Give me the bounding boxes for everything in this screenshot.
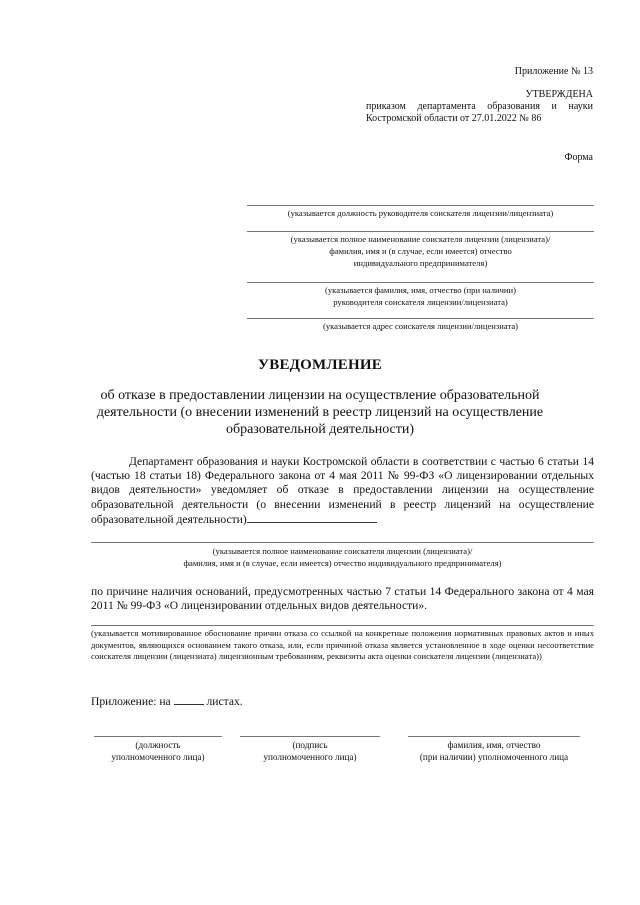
- head-hint-1: (указывается фамилия, имя, отчество (при наличии): [325, 285, 516, 295]
- name-hint-1: (указывается полное наименование соискателя лицензии (лицензиата)/: [290, 234, 551, 244]
- signature-sign-line: [240, 736, 380, 737]
- subject-line-3: образовательной деятельности): [225, 422, 415, 437]
- head-hint-2: руководителя соискателя лицензии/лицензиата): [333, 297, 508, 307]
- signature-name-line2: (при наличии) уполномоченного лица: [419, 752, 569, 762]
- signature-position-line2: уполномоченного лица): [111, 752, 205, 762]
- signature-position-line: [94, 736, 222, 737]
- position-hint: (указывается должность руководителя соискателя лицензии/лицензиата): [287, 208, 554, 218]
- notice-title: УВЕДОМЛЕНИЕ: [258, 357, 382, 373]
- name-hint-2: фамилия, имя и (в случае, если имеется) отчество: [329, 246, 512, 256]
- signature-sign-caption: [240, 739, 380, 763]
- attachment-sheets-field: [174, 694, 204, 705]
- basis-field-line: [91, 625, 594, 626]
- subject-line-1: об отказе в предоставлении лицензии на осуществление образовательной: [100, 388, 540, 403]
- applicant-field-line: [91, 542, 594, 543]
- subject-line-2: деятельности (о внесении изменений в реестр лицензий на осуществление: [96, 405, 544, 420]
- name-hint-3: индивидуального предпринимателя): [353, 258, 488, 268]
- applicant-hint-1: (указывается полное наименование соискателя лицензии (лицензиата)/: [212, 546, 473, 556]
- signature-name-line: [408, 736, 580, 737]
- address-hint: (указывается адрес соискателя лицензии/лицензиата): [322, 321, 519, 331]
- signature-sign-line1: (подпись: [292, 740, 328, 750]
- head-field-line: [247, 282, 594, 283]
- applicant-inline-field: [247, 512, 377, 523]
- address-field-line: [247, 318, 594, 319]
- order-line-2: Костромской области от 27.01.2022 № 86: [366, 113, 542, 124]
- attachment-suffix: листах.: [206, 695, 243, 708]
- signature-position-line1: (должность: [135, 740, 181, 750]
- notice-paragraph-1: [91, 455, 594, 527]
- name-field-line: [247, 231, 594, 232]
- attachment-prefix: Приложение: на: [91, 695, 171, 708]
- signature-position-caption: [94, 739, 222, 763]
- form-label: Форма: [564, 152, 593, 163]
- approved-label: УТВЕРЖДЕНА: [525, 89, 593, 100]
- signature-sign-line2: уполномоченного лица): [263, 752, 357, 762]
- applicant-hint-2: фамилия, имя и (в случае, если имеется) отчество индивидуального предпринимателя): [183, 558, 502, 568]
- attachment-line: [91, 694, 243, 708]
- paragraph-1-text: Департамент образования и науки Костромской области в соответствии с частью 6 статьи 14 (частью 18 статьи 18) Федерального закона от 4 мая 2011 № 99-ФЗ «О лицензировании отдельных видов деятельности» уведомляет об отказе в предоставлении лицензии на осуществление образовательной деятельности (о внесении изменений в реестр лицензий на осуществление образовательной деятельности): [91, 455, 594, 526]
- appendix-number: Приложение № 13: [514, 66, 593, 77]
- position-field-line: [247, 205, 594, 206]
- order-line-1: приказом департамента образования и науки: [366, 101, 593, 112]
- basis-hint: (указывается мотивированное обоснование причин отказа со ссылкой на конкретные положения нормативных правовых актов и иных документов, являющихся основанием такого отказа, или, если причиной отказа является установленное в ходе оценки несоответствие соискателя лицензии (лицензиата) лицензионным требованиям, реквизиты акта оценки соискателя лицензии (лицензиата)): [91, 628, 594, 662]
- signature-name-caption: [396, 739, 592, 763]
- notice-paragraph-2: по причине наличия оснований, предусмотренных частью 7 статьи 14 Федерального закона от 4 мая 2011 № 99-ФЗ «О лицензировании отдельных видов деятельности».: [91, 585, 594, 613]
- signature-name-line1: фамилия, имя, отчество: [447, 740, 541, 750]
